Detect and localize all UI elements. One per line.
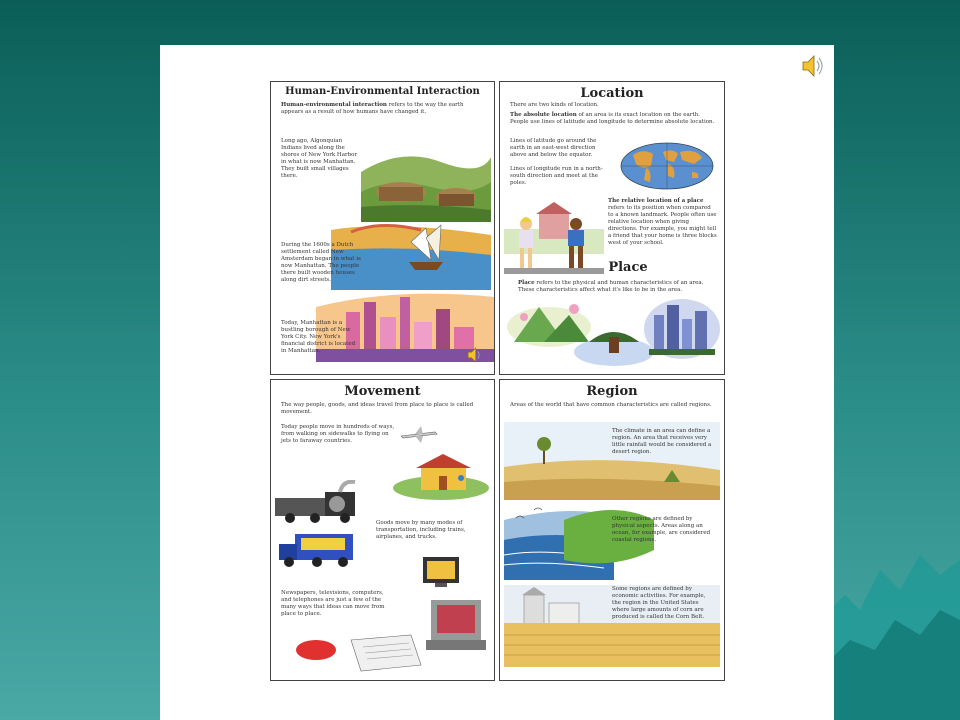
- geography-poster: [270, 81, 725, 683]
- panel-human-environmental-interaction: [270, 81, 495, 375]
- truck-illustration: [277, 528, 372, 570]
- village-illustration: [361, 142, 491, 222]
- poster-sheet: [160, 45, 834, 720]
- movement-intro: The way people, goods, and ideas travel from place to place is called movement.: [281, 402, 474, 415]
- world-map-globe-icon: [618, 140, 716, 192]
- speaker-icon[interactable]: [800, 53, 826, 79]
- paragraph: The climate in an area can define a region. An area that receives very little rainfall would be considered a desert region.: [612, 428, 712, 455]
- panel-intro: Human-environmental interaction refers to the way the earth appears as a result of how humans have changed it.: [281, 102, 464, 115]
- paragraph: Long ago, Algonquian Indians lived along the shores of New York Harbor in what is now Manhattan. They built small villages there.: [281, 138, 358, 179]
- paragraph: Other regions are defined by physical aspects. Areas along an ocean, for example, are considered coastal regions.: [612, 516, 711, 543]
- place-title: Place: [608, 260, 648, 275]
- panel-location: [499, 81, 725, 375]
- latitude-text: Lines of latitude go around the earth in an east-west direction above and below the equator.: [510, 138, 597, 158]
- paragraph: Today, Manhattan is a bustling borough of New York City. New York's financial district is located in Manhattan.: [281, 320, 356, 354]
- television-illustration: [421, 555, 461, 589]
- paragraph: Goods move by many modes of transportation, including trains, airplanes, and trucks.: [376, 520, 466, 540]
- longitude-text: Lines of longitude run in a north-south direction and meet at the poles.: [510, 166, 603, 186]
- place-text: Place refers to the physical and human characteristics of an area. These characteristics affect what it's like to be in the area.: [518, 280, 704, 293]
- mountain-decoration: [820, 550, 960, 720]
- region-intro: Areas of the world that have common characteristics are called regions.: [510, 402, 712, 408]
- panel-title: Region: [586, 384, 638, 399]
- place-illustration: [504, 297, 720, 369]
- paragraph: Some regions are defined by economic activities. For example, the region in the United States where large amounts of corn are produced is called the Corn Belt.: [612, 586, 706, 620]
- airplane-illustration: [399, 424, 439, 444]
- absolute-location-text: The absolute location of an area is its exact location on the earth. People use lines of latitude and longitude to determine absolute location.: [510, 112, 715, 125]
- paragraph: Newspapers, televisions, computers, and telephones are just a few of the many ways that ideas can move from place to place.: [281, 590, 385, 617]
- panel-region: [499, 379, 725, 681]
- paragraph: Today people move in hundreds of ways, from walking on sidewalks to flying on jets to faraway countries.: [281, 424, 395, 444]
- panel-title: Movement: [344, 384, 421, 399]
- location-intro: There are two kinds of location.: [510, 102, 599, 108]
- panel-movement: [270, 379, 495, 681]
- paragraph: During the 1600s a Dutch settlement called New Amsterdam began in what is now Manhattan. The people there built wooden houses along dirt streets.: [281, 242, 361, 283]
- train-illustration: [275, 480, 365, 525]
- relative-location-text: The relative location of a place refers to its position when compared to a known landmark. People often use relative location when giving directions. For example, you might tell a friend that your home is three blocks west of your school.: [608, 198, 717, 246]
- house-illustration: [391, 450, 491, 500]
- panel-title: Human-Environmental Interaction: [285, 86, 480, 97]
- panel-title: Location: [580, 86, 644, 101]
- speaker-icon[interactable]: [466, 346, 484, 364]
- communication-illustration: [291, 595, 491, 675]
